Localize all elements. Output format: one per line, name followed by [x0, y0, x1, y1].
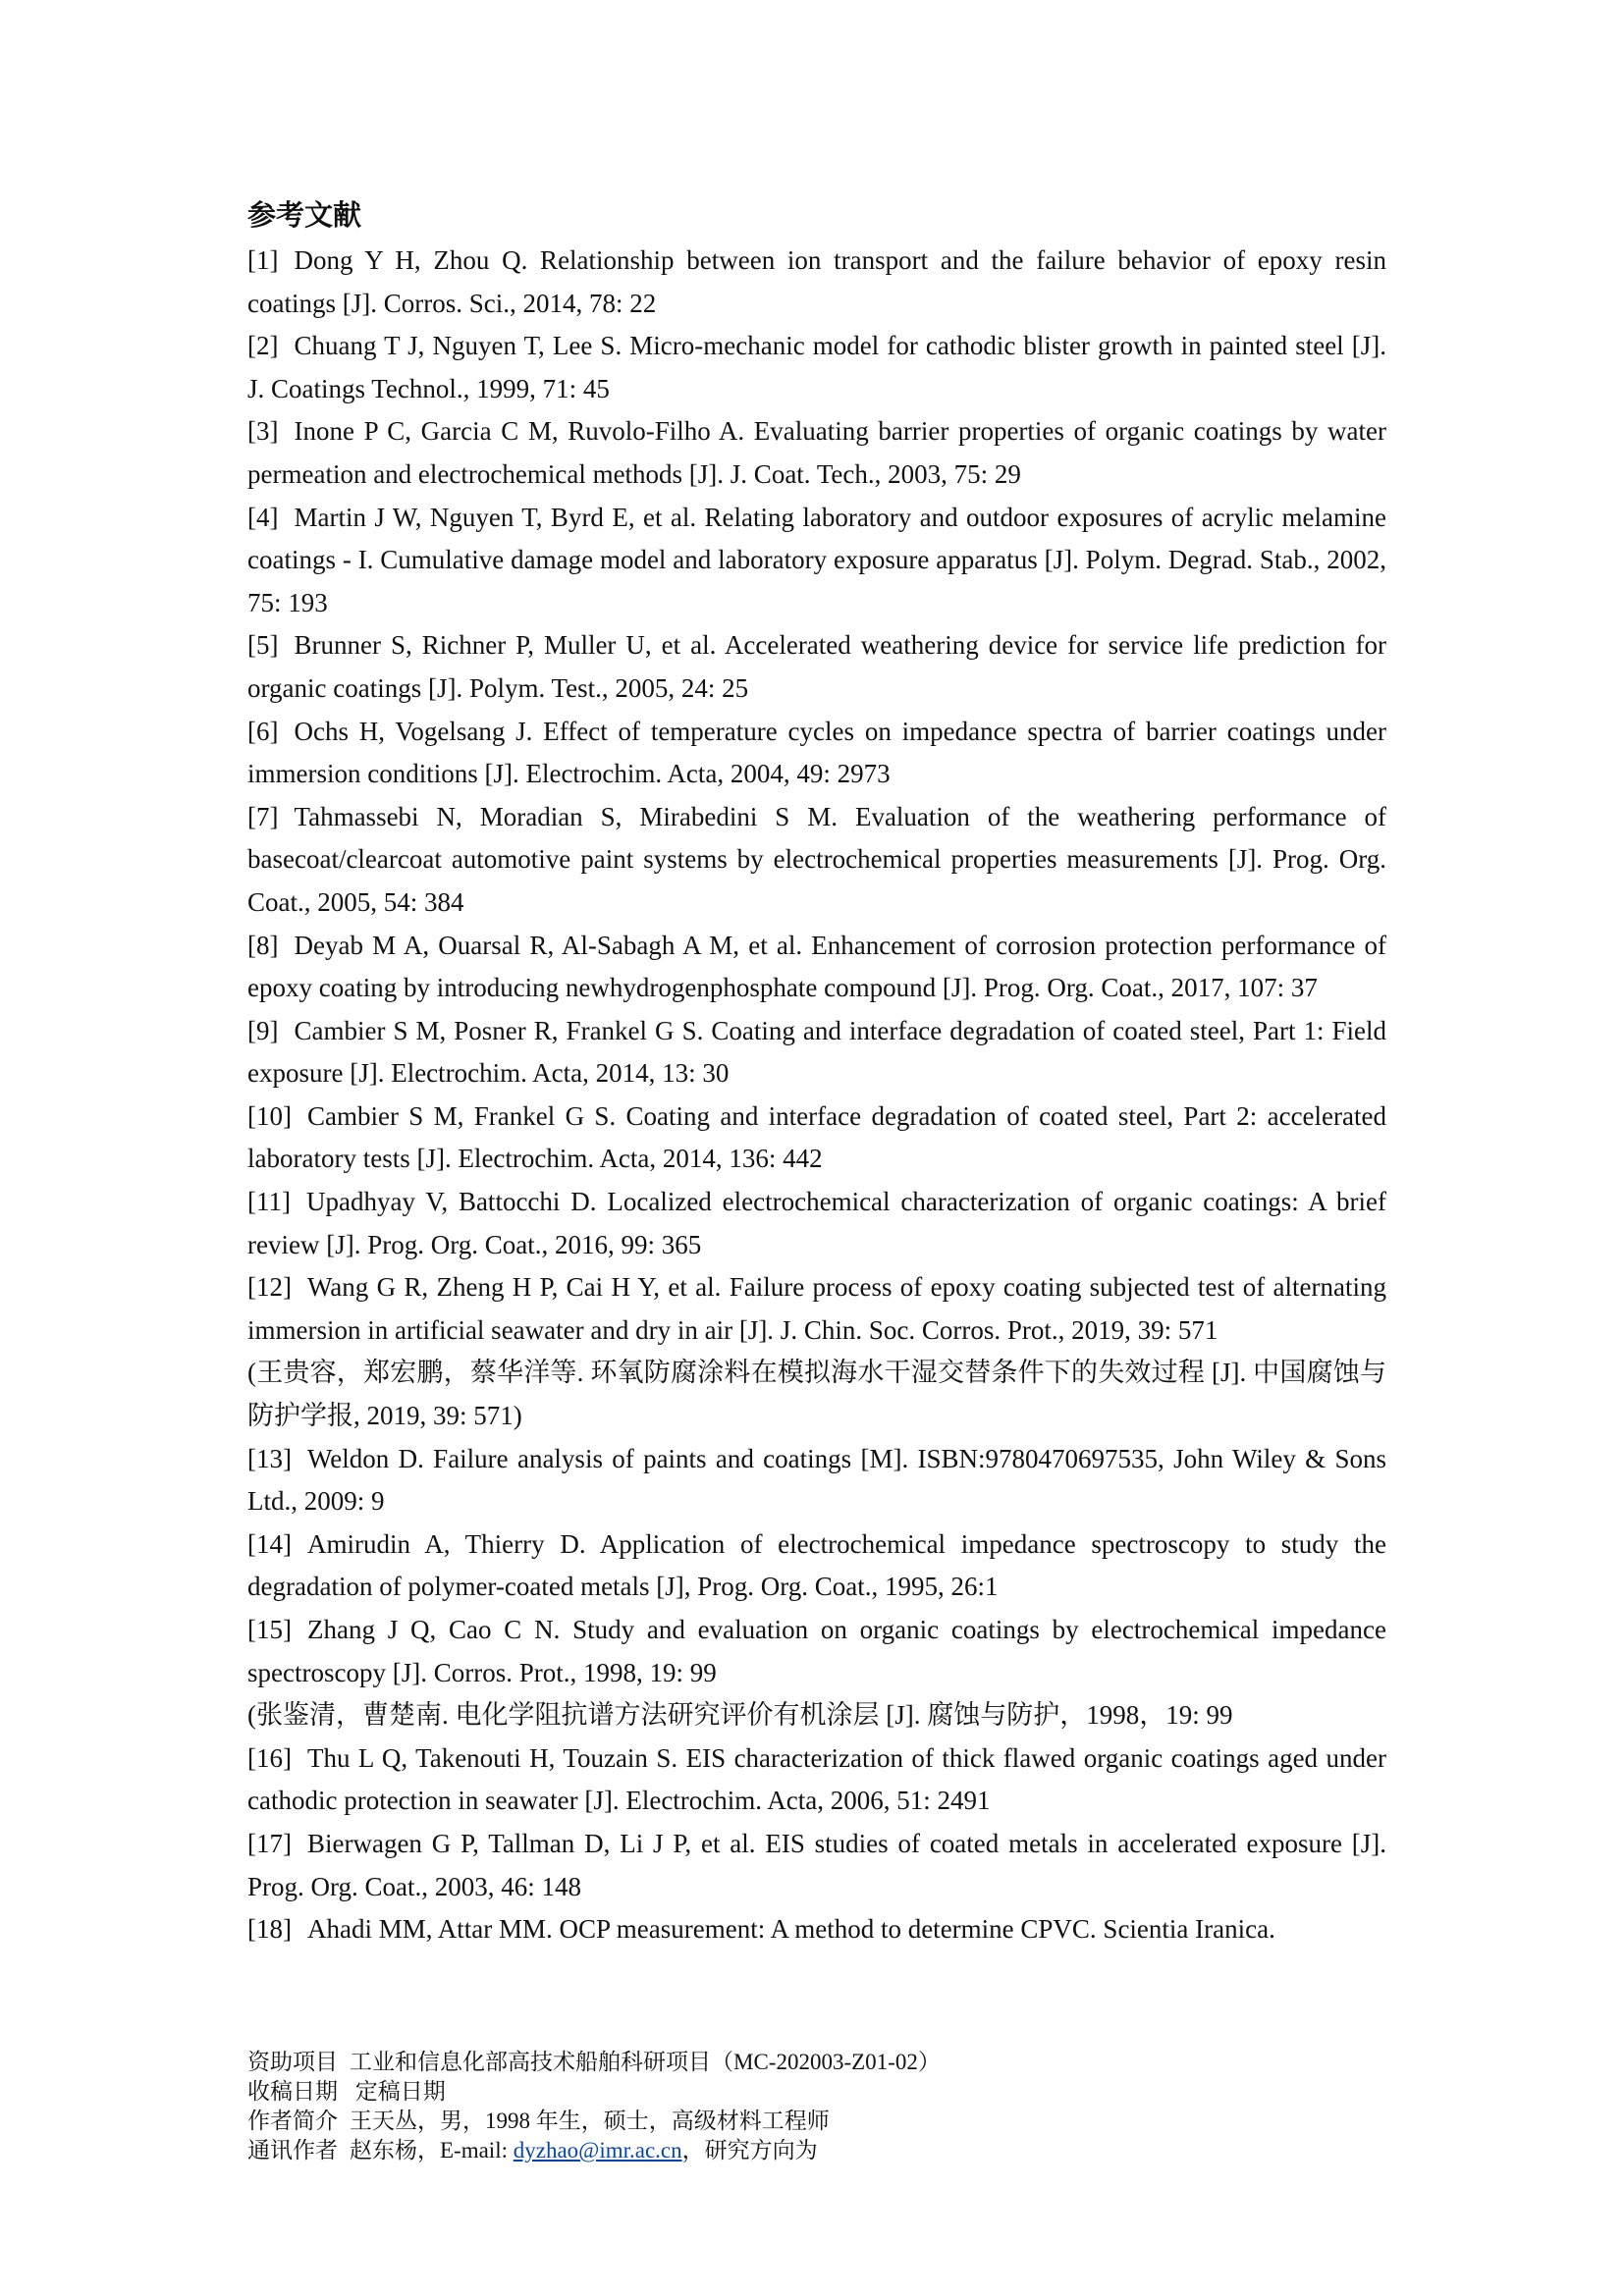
- reference-text: Cambier S M, Frankel G S. Coating and interface degradation of coated steel, Part 2: accelerated laboratory tests [J]. Electrochim. Acta, 2014, 136: 442: [247, 1100, 1386, 1174]
- received-date-label: 收稿日期: [247, 2079, 338, 2104]
- reference-number: [17]: [247, 1828, 292, 1858]
- reference-text: Martin J W, Nguyen T, Byrd E, et al. Relating laboratory and outdoor exposures of acrylic melamine coatings - I. Cumulative damage model and laboratory exposure apparatus [J]. Polym. Degrad. Stab., 2002, 75: 193: [247, 502, 1386, 617]
- reference-item: [247, 497, 1386, 625]
- reference-text: Brunner S, Richner P, Muller U, et al. Accelerated weathering device for service life prediction for organic coatings [J]. Polym. Test., 2005, 24: 25: [247, 630, 1386, 703]
- email-link[interactable]: dyzhao@imr.ac.cn: [513, 2138, 682, 2163]
- reference-text: Dong Y H, Zhou Q. Relationship between ion transport and the failure behavior of epoxy resin coatings [J]. Corros. Sci., 2014, 78: 22: [247, 245, 1386, 318]
- reference-text: Upadhyay V, Battocchi D. Localized electrochemical characterization of organic coatings: A brief review [J]. Prog. Org. Coat., 2016, 99: 365: [247, 1187, 1386, 1259]
- reference-number: [14]: [247, 1528, 292, 1559]
- references-section: [247, 196, 1386, 1951]
- references-heading: 参考文献: [247, 200, 362, 232]
- reference-text: Thu L Q, Takenouti H, Touzain S. EIS characterization of thick flawed organic coatings aged under cathodic protection in seawater [J]. Electrochim. Acta, 2006, 51: 2491: [247, 1742, 1386, 1816]
- reference-number: [8]: [247, 930, 279, 960]
- reference-item: [247, 410, 1386, 496]
- dates-line: [247, 2077, 1386, 2107]
- reference-text: (张鉴清，曹楚南. 电化学阻抗谱方法研究评价有机涂层 [J]. 腐蚀与防护，1998，19: 99: [247, 1700, 1233, 1731]
- reference-text: Tahmassebi N, Moradian S, Mirabedini S M. Evaluation of the weathering performance of basecoat/clearcoat automotive paint systems by electrochemical properties measurements [J]. Prog. Org. Coat., 2005, 54: 384: [247, 801, 1386, 917]
- funding-line: [247, 2048, 1386, 2077]
- corresponding-label: 通讯作者: [247, 2138, 338, 2163]
- reference-item: [247, 1609, 1386, 1694]
- reference-text: Cambier S M, Posner R, Frankel G S. Coating and interface degradation of coated steel, Part 1: Field exposure [J]. Electrochim. Acta, 2014, 13: 30: [247, 1015, 1386, 1089]
- reference-translation: [247, 1352, 1386, 1437]
- reference-text: (王贵容，郑宏鹏，蔡华洋等. 环氧防腐涂料在模拟海水干湿交替条件下的失效过程 [J]. 中国腐蚀与防护学报, 2019, 39: 571): [247, 1358, 1386, 1431]
- reference-number: [2]: [247, 331, 279, 361]
- reference-item: [247, 624, 1386, 710]
- reference-list: [247, 240, 1386, 1951]
- reference-item: [247, 1181, 1386, 1266]
- reference-number: [11]: [247, 1187, 291, 1217]
- reference-number: [16]: [247, 1742, 292, 1773]
- reference-number: [10]: [247, 1100, 292, 1131]
- reference-item: [247, 711, 1386, 796]
- reference-text: Bierwagen G P, Tallman D, Li J P, et al. EIS studies of coated metals in accelerated exposure [J]. Prog. Org. Coat., 2003, 46: 148: [247, 1828, 1386, 1901]
- reference-item: [247, 240, 1386, 325]
- corresponding-author-line: [247, 2136, 1386, 2165]
- reference-item: [247, 1266, 1386, 1352]
- accepted-date-label: 定稿日期: [354, 2079, 446, 2104]
- reference-item: [247, 1823, 1386, 1908]
- reference-item: [247, 925, 1386, 1010]
- research-direction: ，研究方向为: [681, 2138, 818, 2163]
- reference-item: [247, 1095, 1386, 1181]
- reference-item: [247, 796, 1386, 925]
- corresponding-name: 赵东杨，E-mail:: [350, 2138, 508, 2163]
- reference-number: [15]: [247, 1615, 292, 1644]
- reference-text: Chuang T J, Nguyen T, Lee S. Micro-mechanic model for cathodic blister growth in painted steel [J]. J. Coatings Technol., 1999, 71: 45: [247, 331, 1386, 403]
- reference-item: [247, 1737, 1386, 1823]
- reference-number: [5]: [247, 630, 279, 661]
- reference-number: [3]: [247, 416, 279, 447]
- reference-number: [9]: [247, 1015, 279, 1045]
- reference-item: [247, 1908, 1386, 1951]
- reference-item: [247, 1010, 1386, 1095]
- author-label: 作者简介: [247, 2109, 338, 2133]
- reference-text: Zhang J Q, Cao C N. Study and evaluation on organic coatings by electrochemical impedance spectroscopy [J]. Corros. Prot., 1998, 19: 99: [247, 1615, 1386, 1687]
- reference-text: Wang G R, Zheng H P, Cai H Y, et al. Failure process of epoxy coating subjected test of alternating immersion in artificial seawater and dry in air [J]. J. Chin. Soc. Corros. Prot., 2019, 39: 571: [247, 1272, 1386, 1345]
- reference-text: Ahadi MM, Attar MM. OCP measurement: A method to determine CPVC. Scientia Iranica.: [306, 1914, 1275, 1945]
- funding-value: 工业和信息化部高技术船舶科研项目（MC-202003-Z01-02）: [350, 2050, 941, 2074]
- reference-text: Ochs H, Vogelsang J. Effect of temperature cycles on impedance spectra of barrier coatings under immersion conditions [J]. Electrochim. Acta, 2004, 49: 2973: [247, 716, 1386, 789]
- reference-item: [247, 1523, 1386, 1609]
- article-footer: [247, 2048, 1386, 2165]
- reference-item: [247, 325, 1386, 410]
- reference-number: [18]: [247, 1914, 292, 1945]
- reference-number: [13]: [247, 1443, 292, 1473]
- reference-text: Amirudin A, Thierry D. Application of electrochemical impedance spectroscopy to study the degradation of polymer-coated metals [J], Prog. Org. Coat., 1995, 26:1: [247, 1528, 1386, 1602]
- author-line: [247, 2107, 1386, 2136]
- reference-number: [6]: [247, 716, 279, 746]
- reference-text: Weldon D. Failure analysis of paints and coatings [M]. ISBN:9780470697535, John Wiley & Sons Ltd., 2009: 9: [247, 1443, 1386, 1517]
- reference-text: Deyab M A, Ouarsal R, Al-Sabagh A M, et al. Enhancement of corrosion protection performance of epoxy coating by introducing newhydrogenphosphate compound [J]. Prog. Org. Coat., 2017, 107: 37: [247, 930, 1386, 1003]
- author-value: 王天丛，男，1998 年生，硕士，高级材料工程师: [350, 2109, 830, 2133]
- reference-number: [12]: [247, 1272, 292, 1303]
- funding-label: 资助项目: [247, 2050, 338, 2074]
- reference-text: Inone P C, Garcia C M, Ruvolo-Filho A. Evaluating barrier properties of organic coatings by water permeation and electrochemical methods [J]. J. Coat. Tech., 2003, 75: 29: [247, 416, 1386, 489]
- reference-item: [247, 1438, 1386, 1523]
- reference-number: [7]: [247, 801, 279, 831]
- reference-translation: [247, 1694, 1386, 1737]
- reference-number: [1]: [247, 245, 279, 275]
- reference-number: [4]: [247, 502, 279, 532]
